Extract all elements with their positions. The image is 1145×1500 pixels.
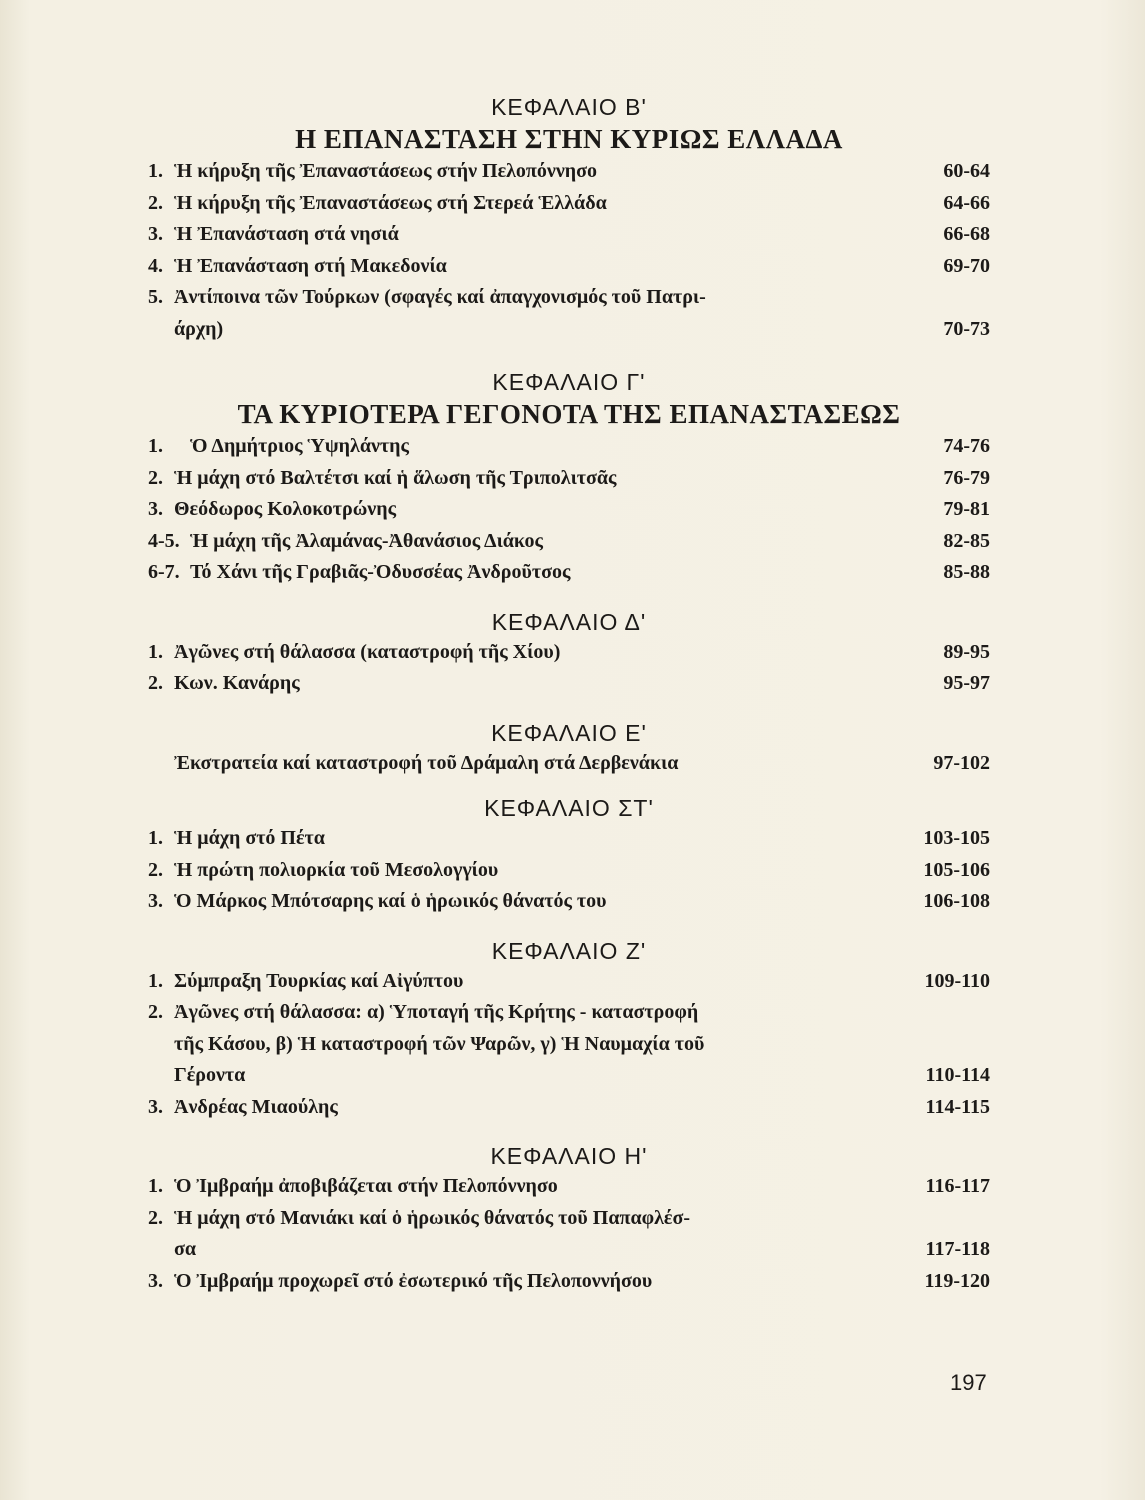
toc-entry: 2. Ἀγῶνες στή θάλασσα: α) Ὑποταγή τῆς Κρήτης - καταστροφή (148, 1001, 699, 1023)
chapter-e (148, 718, 990, 780)
toc-entry: 2. Ἡ πρώτη πολιορκία τοῦ Μεσολογγίου 105-106 (148, 858, 990, 881)
chapter-heading: ΚΕΦΑΛΑΙΟ ΣΤ' (484, 795, 654, 821)
toc-entry: 3. Θεόδωρος Κολοκοτρώνης 79-81 (148, 498, 990, 520)
toc-entry: 2. Ἡ μάχη στό Βαλτέτσι καί ἡ ἅλωση τῆς Τριπολιτσᾶς 76-79 (148, 466, 990, 489)
chapter-subtitle: ΤΑ ΚΥΡΙΟΤΕΡΑ ΓΕΓΟΝΟΤΑ ΤΗΣ ΕΠΑΝΑΣΤΑΣΕΩΣ (237, 399, 901, 429)
toc-entry-continuation: Γέροντα 110-114 (174, 1064, 990, 1086)
toc-entry: 1. Ὁ Ἰμβραήμ ἀποβιβάζεται στήν Πελοπόννησο 116-117 (148, 1175, 990, 1197)
toc-entry: 3. Ἡ Ἐπανάσταση στά νησιά 66-68 (148, 223, 990, 245)
toc-entry: 4. Ἡ Ἐπανάσταση στή Μακεδονία 69-70 (148, 254, 990, 277)
spacer (148, 779, 990, 793)
chapter-d (148, 607, 990, 700)
toc-entry: 1. Ἡ κήρυξη τῆς Ἐπαναστάσεως στήν Πελοπόννησο 60-64 (148, 160, 990, 182)
chapter-g (148, 367, 990, 589)
chapter-heading: ΚΕΦΑΛΑΙΟ Γ' (492, 369, 646, 395)
toc-entry: 1. Ὁ Δημήτριος Ὑψηλάντης 74-76 (148, 435, 990, 457)
toc-entry: 2. Ἡ κήρυξη τῆς Ἐπαναστάσεως στή Στερεά Ἑλλάδα 64-66 (148, 191, 990, 214)
toc-entry: 3. Ὁ Ἰμβραήμ προχωρεῖ στό ἐσωτερικό τῆς Πελοποννήσου 119-120 (148, 1269, 990, 1292)
chapter-heading: ΚΕΦΑΛΑΙΟ Δ' (491, 608, 647, 635)
spacer (148, 589, 990, 607)
toc-entry: 5. Ἀντίποινα τῶν Τούρκων (σφαγές καί ἀπαγχονισμός τοῦ Πατρι- (148, 286, 706, 308)
spacer (148, 1123, 990, 1141)
toc-entry: 4-5. Ἡ μάχη τῆς Ἀλαμάνας-Ἀθανάσιος Διάκος 82-85 (148, 529, 990, 552)
chapter-heading: ΚΕΦΑΛΑΙΟ Η' (490, 1143, 648, 1169)
spacer (148, 918, 990, 936)
spacer (148, 700, 990, 718)
chapter-subtitle: Η ΕΠΑΝΑΣΤΑΣΗ ΣΤΗΝ ΚΥΡΙΩΣ ΕΛΛΑΔΑ (295, 124, 843, 154)
chapter-z (148, 936, 990, 1124)
toc-entry: Ἐκστρατεία καί καταστροφή τοῦ Δράμαλη στά Δερβενάκια 97-102 (174, 751, 990, 774)
toc-entry-continuation: σα 117-118 (174, 1238, 990, 1260)
chapter-heading: ΚΕΦΑΛΑΙΟ Ζ' (491, 937, 647, 964)
toc-entry-continuation: άρχη) 70-73 (174, 317, 990, 340)
toc-entry: 3. Ὁ Μάρκος Μπότσαρης καί ὁ ἡρωικός θάνατός του 106-108 (148, 890, 990, 912)
toc-entry: 6-7. Τό Χάνι τῆς Γραβιᾶς-Ὀδυσσέας Ἀνδροῦτσος 85-88 (148, 561, 990, 583)
toc-entry: 1. Ἡ μάχη στό Πέτα 103-105 (148, 827, 990, 849)
toc-entry: 1. Ἀγῶνες στή θάλασσα (καταστροφή τῆς Χίου) 89-95 (148, 640, 990, 663)
toc-entry: 3. Ἀνδρέας Μιαούλης 114-115 (148, 1095, 990, 1118)
chapter-heading: ΚΕΦΑΛΑΙΟ Β' (491, 94, 647, 120)
chapter-st (148, 793, 990, 918)
toc-entry: 1. Σύμπραξη Τουρκίας καί Αἰγύπτου 109-110 (148, 969, 990, 992)
toc-entry: 2. Κων. Κανάρης 95-97 (148, 672, 990, 694)
chapter-b (148, 92, 990, 345)
chapter-h (148, 1141, 990, 1297)
table-of-contents (148, 92, 990, 1297)
spacer (148, 345, 990, 367)
chapter-heading: ΚΕΦΑΛΑΙΟ Ε' (491, 719, 647, 746)
toc-entry-continuation: τῆς Κάσου, β) Ἡ καταστροφή τῶν Ψαρῶν, γ) Ἡ Ναυμαχία τοῦ (174, 1032, 705, 1055)
page-number: 197 (950, 1370, 987, 1395)
toc-entry: 2. Ἡ μάχη στό Μανιάκι καί ὁ ἡρωικός θάνατός τοῦ Παπαφλέσ- (148, 1206, 690, 1229)
